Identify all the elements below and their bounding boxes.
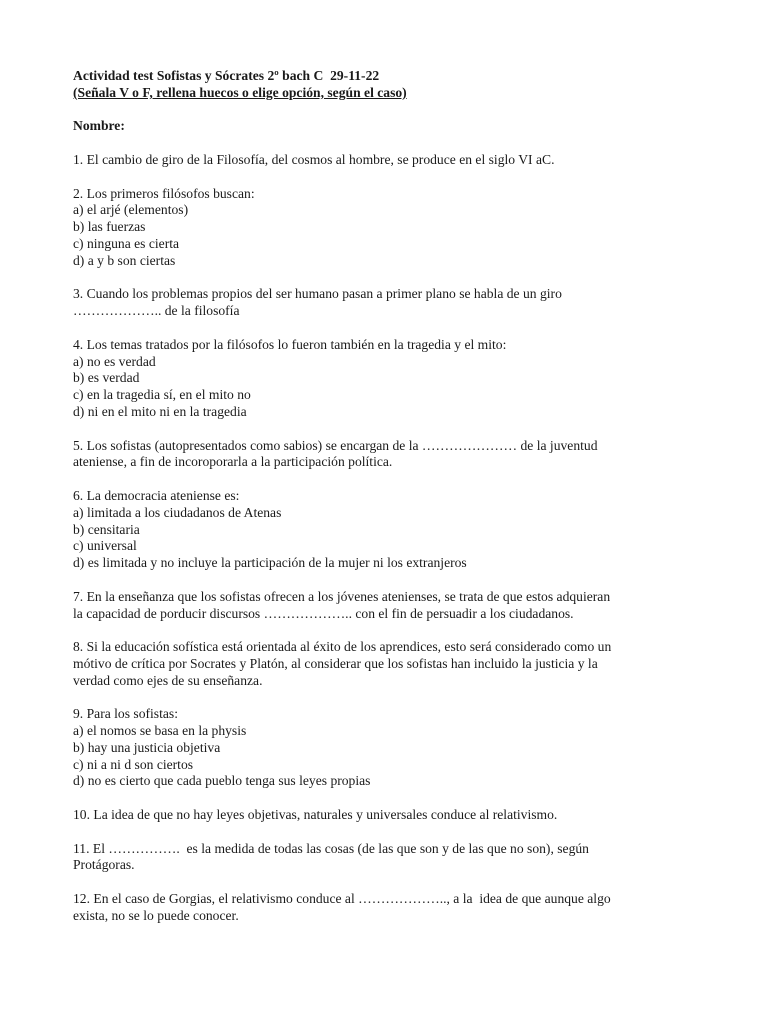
name-field-label: Nombre: <box>73 118 125 134</box>
question-line: la capacidad de porducir discursos ……………….. con el fin de persuadir a los ciudadanos. <box>73 605 574 621</box>
question-12 <box>73 891 703 925</box>
question-8 <box>73 639 703 689</box>
question-text: 8. Si la educación sofística está orientada al éxito de los aprendices, esto será considerado como un <box>73 639 612 655</box>
question-line: verdad como ejes de su enseñanza. <box>73 672 263 688</box>
question-line: a) el nomos se basa en la physis <box>73 723 247 739</box>
question-9 <box>73 706 703 790</box>
question-text: 3. Cuando los problemas propios del ser humano pasan a primer plano se habla de un giro <box>73 286 562 302</box>
question-line: d) a y b son ciertas <box>73 252 176 268</box>
question-line: mótivo de crítica por Socrates y Platón, al considerar que los sofistas han incluido la justicia y la <box>73 655 598 671</box>
question-line: ateniense, a fin de incoroporarla a la participación política. <box>73 454 393 470</box>
question-text: 1. El cambio de giro de la Filosofía, del cosmos al hombre, se produce en el siglo VI aC. <box>73 151 555 167</box>
document-instructions: (Señala V o F, rellena huecos o elige opción, según el caso) <box>73 84 407 100</box>
question-line: c) ninguna es cierta <box>73 235 180 251</box>
question-text: 12. En el caso de Gorgias, el relativismo conduce al ……………….., a la idea de que aunque algo <box>73 891 611 907</box>
question-line: a) no es verdad <box>73 353 156 369</box>
question-6 <box>73 488 703 572</box>
question-text: 6. La democracia ateniense es: <box>73 487 240 503</box>
question-text: 10. La idea de que no hay leyes objetivas, naturales y universales conduce al relativismo. <box>73 807 558 823</box>
question-text: 2. Los primeros filósofos buscan: <box>73 185 255 201</box>
question-3 <box>73 286 703 320</box>
question-11 <box>73 841 703 875</box>
document-page <box>73 68 703 925</box>
question-text: 5. Los sofistas (autopresentados como sabios) se encargan de la ………………… de la juventud <box>73 437 598 453</box>
question-4 <box>73 337 703 421</box>
question-line: b) es verdad <box>73 370 140 386</box>
question-line: b) censitaria <box>73 521 140 537</box>
question-line: a) el arjé (elementos) <box>73 202 189 218</box>
question-line: d) es limitada y no incluye la participación de la mujer ni los extranjeros <box>73 555 467 571</box>
question-line: a) limitada a los ciudadanos de Atenas <box>73 504 282 520</box>
question-line: b) hay una justicia objetiva <box>73 739 221 755</box>
question-line: d) no es cierto que cada pueblo tenga sus leyes propias <box>73 773 371 789</box>
question-text: 4. Los temas tratados por la filósofos lo fueron también en la tragedia y el mito: <box>73 336 507 352</box>
question-2 <box>73 186 703 270</box>
question-text: 9. Para los sofistas: <box>73 706 178 722</box>
question-text: 11. El ……………. es la medida de todas las cosas (de las que son y de las que no son), según <box>73 840 589 856</box>
question-10 <box>73 807 703 824</box>
document-title: Actividad test Sofistas y Sócrates 2º bach C 29-11-22 <box>73 68 380 83</box>
question-1 <box>73 152 703 169</box>
question-line: b) las fuerzas <box>73 219 146 235</box>
question-line: ……………….. de la filosofía <box>73 303 240 319</box>
question-line: c) en la tragedia sí, en el mito no <box>73 387 251 403</box>
question-line: c) universal <box>73 538 137 554</box>
question-line: Protágoras. <box>73 857 135 873</box>
question-5 <box>73 438 703 472</box>
question-text: 7. En la enseñanza que los sofistas ofrecen a los jóvenes atenienses, se trata de que estos adquieran <box>73 588 611 604</box>
question-line: c) ni a ni d son ciertos <box>73 756 194 772</box>
question-line: d) ni en el mito ni en la tragedia <box>73 403 247 419</box>
question-list <box>73 152 703 925</box>
question-7 <box>73 589 703 623</box>
question-line: exista, no se lo puede conocer. <box>73 907 239 923</box>
